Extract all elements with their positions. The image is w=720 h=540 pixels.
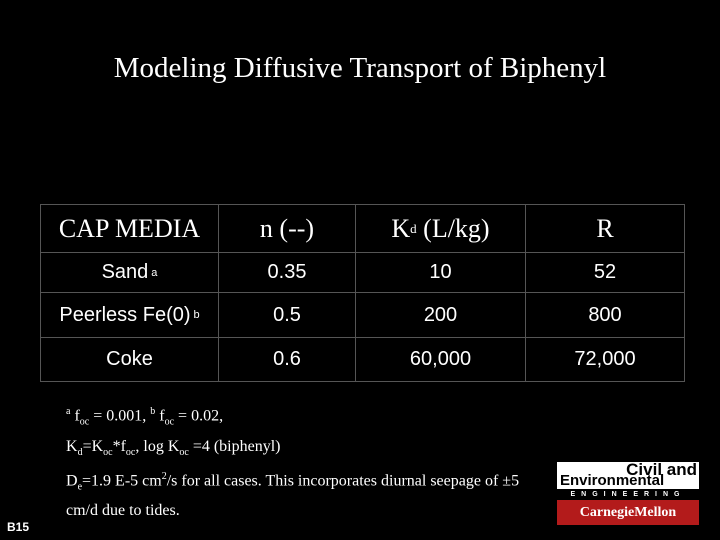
row-coke-kd: 60,000 — [356, 338, 526, 381]
header-kd: K d (L/kg) — [356, 205, 526, 253]
logo-cee-block — [557, 462, 699, 500]
row-coke-media: Coke — [41, 338, 219, 381]
footnote-kd: $K_d=K_{oc}*f_{oc}$, $\log K_{oc} =4$ (biphenyl) — [66, 437, 281, 458]
header-n: n (--) — [219, 205, 356, 253]
row-coke-n: 0.6 — [219, 338, 356, 381]
slide-title: Modeling Diffusive Transport of Biphenyl — [113, 52, 607, 84]
cap-media-table — [40, 204, 685, 382]
logo-cmu-text: CarnegieMellon — [557, 500, 699, 525]
logo-eng-text: ENGINEERING — [557, 489, 699, 500]
logo-env-text: Environmental — [560, 472, 665, 489]
slide-number: B15 — [7, 520, 30, 534]
row-fe-n: 0.5 — [219, 293, 356, 338]
row-fe-r: 800 — [526, 293, 684, 338]
row-fe-kd: 200 — [356, 293, 526, 338]
cmu-cee-logo — [557, 462, 699, 525]
footnote-de: $D_e=1.9$ E-5 $cm^2/s$ for all cases. This incorporates diurnal seepage of ±5 cm/d due to tides. — [66, 470, 520, 520]
header-cap-media: CAP MEDIA — [41, 205, 219, 253]
logo-civil-text: Civil and — [626, 460, 697, 479]
row-fe-media: Peerless Fe(0) b — [41, 293, 219, 338]
row-sand-kd: 10 — [356, 253, 526, 293]
row-coke-r: 72,000 — [574, 348, 636, 370]
footnote-foc: $^a$ $f_{oc} = 0.001$, $^b$ $f_{oc} = 0.02$, — [66, 406, 224, 428]
row-sand-n: 0.35 — [219, 253, 356, 293]
row-sand-media: Sand a — [41, 253, 219, 293]
header-r: R — [526, 205, 684, 253]
row-sand-r: 52 — [526, 253, 684, 293]
footnotes — [66, 400, 546, 523]
